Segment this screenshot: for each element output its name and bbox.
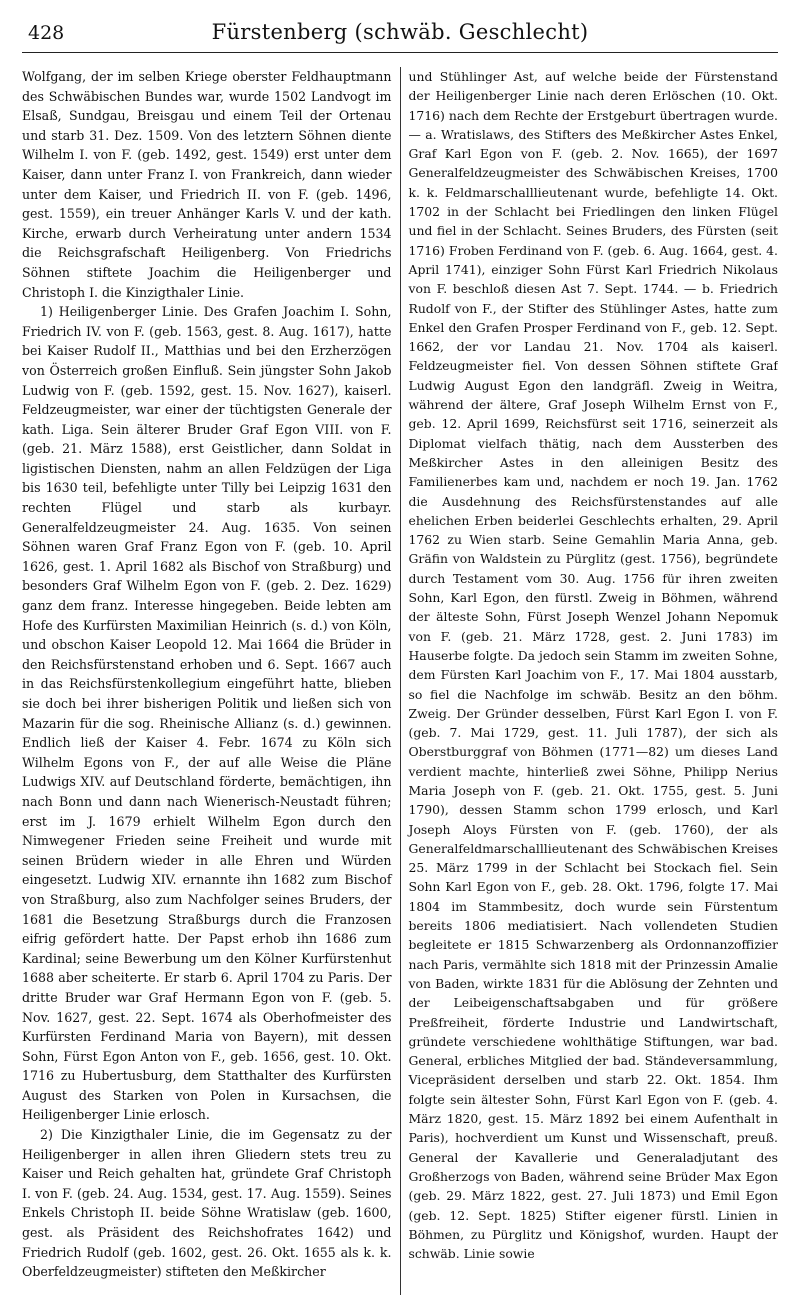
page-header bbox=[22, 10, 778, 53]
paragraph: Wolfgang, der im selben Kriege oberster Feldhauptmann des Schwäbischen Bundes war, wurde 1502 Landvogt im Elsaß, Sundgau, Breisgau und einem Teil der Ortenau und starb 31. Dez. 1509. Von des letztern Söhnen diente Wilhelm I. von F. (geb. 1492, gest. 1549) erst unter dem Kaiser, dann unter Franz I. von Frankreich, dann wieder unter dem Kaiser, und Friedrich II. von F. (geb. 1496, gest. 1559), ein treuer Anhänger Karls V. und der kath. Kirche, erwarb durch Verheiratung unter andern 1534 die Reichsgrafschaft Heiligenberg. Von Friedrichs Söhnen stiftete Joachim die Heiligenberger und Christoph I. die Kinzigthaler Linie. bbox=[22, 69, 392, 300]
paragraph: 2) Die Kinzigthaler Linie, die im Gegensatz zu der Heiligenberger in allen ihren Gliedern stets treu zu Kaiser und Reich gehalten hat, gründete Graf Christoph I. von F. (geb. 24. Aug. 1534, gest. 17. Aug. 1559). Seines Enkels Christoph II. beide Söhne Wratislaw (geb. 1600, gest. als Präsident des Reichshofrates 1642) und Friedrich Rudolf (geb. 1602, gest. 26. Okt. 1655 als k. k. Oberfeldzeugmeister) stifteten den Meßkircher bbox=[22, 1127, 392, 1280]
paragraph: und Stühlinger Ast, auf welche beide der Fürstenstand der Heiligenberger Linie nach deren Erlöschen (10. Okt. 1716) nach dem Rechte der Erstgeburt übertragen wurde. — a. Wratislaws, des Stifters des Meßkircher Astes Enkel, Graf Karl Egon von F. (geb. 2. Nov. 1665), der 1697 Generalfeldzeugmeister des Schwäbischen Kreises, 1700 k. k. Feldmarschalllieutenant wurde, befehligte 14. Okt. 1702 in der Schlacht bei Friedlingen den linken Flügel und fiel in der Schlacht. Seines Bruders, des Fürsten (seit 1716) Froben Ferdinand von F. (geb. 6. Aug. 1664, gest. 4. April 1741), einziger Sohn Fürst Karl Friedrich Nikolaus von F. beschloß diesen Ast 7. Sept. 1744. — b. Friedrich Rudolf von F., der Stifter des Stühlinger Astes, hatte zum Enkel den Grafen Prosper Ferdinand von F., geb. 12. Sept. 1662, der vor Landau 21. Nov. 1704 als kaiserl. Feldzeugmeister fiel. Von dessen Söhnen stiftete Graf Ludwig August Egon den landgräfl. Zweig in Weitra, während der ältere, Graf Joseph Wilhelm Ernst von F., geb. 12. April 1699, Reichsfürst seit 1716, seinerzeit als Diplomat vielfach thätig, nach dem Aussterben des Meßkircher Astes in den alleinigen Besitz des Familienerbes kam und, nachdem er noch 19. Jan. 1762 die Ausdehnung des Reichsfürstenstandes auf alle ehelichen Erben beiderlei Geschlechts erhalten, 29. April 1762 zu Wien starb. Seine Gemahlin Maria Anna, geb. Gräfin von Waldstein zu Pürglitz (gest. 1756), begründete durch Testament vom 30. Aug. 1756 für ihren zweiten Sohn, Karl Egon, den fürstl. Zweig in Böhmen, während der älteste Sohn, Fürst Joseph Wenzel Johann Nepomuk von F. (geb. 21. März 1728, gest. 2. Juni 1783) im Hauserbe folgte. Da jedoch sein Stamm im zweiten Sohne, dem Fürsten Karl Joachim von F., 17. Mai 1804 ausstarb, so fiel die Nachfolge im schwäb. Besitz an den böhm. Zweig. Der Gründer desselben, Fürst Karl Egon I. von F. (geb. 7. Mai 1729, gest. 11. Juli 1787), der sich als Oberstburggraf von Böhmen (1771—82) um dieses Land verdient machte, hinterließ zwei Söhne, Philipp Nerius Maria Joseph von F. (geb. 21. Okt. 1755, gest. 5. Juni 1790), dessen Stamm schon 1799 erlosch, und Karl Joseph Aloys Fürsten von F. (geb. 1760), der als Generalfeldmarschalllieutenant des Schwäbischen Kreises 25. März 1799 in der Schlacht bei Stockach fiel. Sein Sohn Karl Egon von F., geb. 28. Okt. 1796, folgte 17. Mai 1804 im Stammbesitz, doch wurde sein Fürstentum bereits 1806 mediatisiert. Nach vollendeten Studien begleitete er 1815 Schwarzenberg als Ordonnanzoffizier nach Paris, vermählte sich 1818 mit der Prinzessin Amalie von Baden, wirkte 1831 für die Ablösung der Zehnten und der Leibeigenschaftsabgaben und für größere Preßfreiheit, förderte Industrie und Landwirtschaft, gründete verschiedene wohlthätige Stiftungen, war bad. General, erbliches Mitglied der bad. Ständeversammlung, Vicepräsident derselben und starb 22. Okt. 1854. Ihm folgte sein ältester Sohn, Fürst Karl Egon von F. (geb. 4. März 1820, gest. 15. März 1892 bei einem Aufenthalt in Paris), hochverdient um Kunst und Wissenschaft, preuß. General der Kavallerie und Generaladjutant des Großherzogs von Baden, während seine Brüder Max Egon (geb. 29. März 1822, gest. 27. Juli 1873) und Emil Egon (geb. 12. Sept. 1825) Stifter eigener fürstl. Linien in Böhmen, zu Pürglitz und Königshof, wurden. Haupt der schwäb. Linie sowie bbox=[408, 69, 778, 1262]
page-number: 428 bbox=[28, 22, 65, 44]
left-column bbox=[22, 67, 401, 1295]
running-title: Fürstenberg (schwäb. Geschlecht) bbox=[211, 20, 589, 44]
paragraph: 1) Heiligenberger Linie. Des Grafen Joachim I. Sohn, Friedrich IV. von F. (geb. 1563, gest. 8. Aug. 1617), hatte bei Kaiser Rudolf II., Matthias und bei den Erzherzögen von Österreich großen Einfluß. Sein jüngster Sohn Jakob Ludwig von F. (geb. 1592, gest. 15. Nov. 1627), kaiserl. Feldzeugmeister, war einer der tüchtigsten Generale der kath. Liga. Sein älterer Bruder Graf Egon VIII. von F. (geb. 21. März 1588), erst Geistlicher, dann Soldat in ligistischen Diensten, nahm an allen Feldzügen der Liga bis 1630 teil, befehligte unter Tilly bei Leipzig 1631 den rechten Flügel und starb als kurbayr. Generalfeldzeugmeister 24. Aug. 1635. Von seinen Söhnen waren Graf Franz Egon von F. (geb. 10. April 1626, gest. 1. April 1682 als Bischof von Straßburg) und besonders Graf Wilhelm Egon von F. (geb. 2. Dez. 1629) ganz dem franz. Interesse hingegeben. Beide lebten am Hofe des Kurfürsten Maximilian Heinrich (s. d.) von Köln, und obschon Kaiser Leopold 12. Mai 1664 die Brüder in den Reichsfürstenstand erhoben und 6. Sept. 1667 auch in das Reichsfürstenkollegium eingeführt hatte, blieben sie doch bei ihrer bisherigen Politik und ließen sich von Mazarin für die sog. Rheinische Allianz (s. d.) gewinnen. Endlich ließ der Kaiser 4. Febr. 1674 zu Köln sich Wilhelm Egons von F., der auf alle Weise die Pläne Ludwigs XIV. auf Deutschland förderte, bemächtigen, ihn nach Bonn und dann nach Wienerisch-Neustadt führen; erst im J. 1679 erhielt Wilhelm Egon durch den Nimwegener Frieden seine Freiheit und wurde mit seinen Brüdern wieder in alle Ehren und Würden eingesetzt. Ludwig XIV. ernannte ihn 1682 zum Bischof von Straßburg, also zum Nachfolger seines Bruders, der 1681 die Besetzung Straßburgs durch die Franzosen eifrig gefördert hatte. Der Papst erhob ihn 1686 zum Kardinal; seine Bewerbung um den Kölner Kurfürstenhut 1688 aber scheiterte. Er starb 6. April 1704 zu Paris. Der dritte Bruder war Graf Hermann Egon von F. (geb. 5. Nov. 1627, gest. 22. Sept. 1674 als Oberhofmeister des Kurfürsten Ferdinand Maria von Bayern), mit dessen Sohn, Fürst Egon Anton von F., geb. 1656, gest. 10. Okt. 1716 zu Hubertusburg, dem Statthalter des Kurfürsten August des Starken von Polen in Kursachsen, die Heiligenberger Linie erlosch. bbox=[22, 304, 392, 1123]
right-column bbox=[401, 67, 779, 1295]
text-columns bbox=[22, 67, 778, 1295]
